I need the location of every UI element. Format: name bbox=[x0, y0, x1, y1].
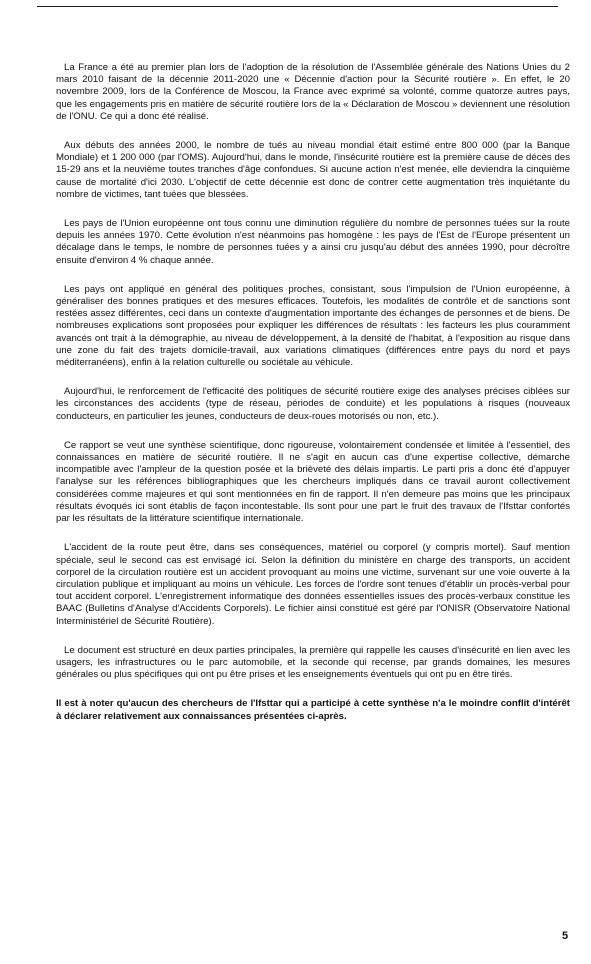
page-number: 5 bbox=[562, 930, 569, 942]
paragraph-accident-definition: L'accident de la route peut être, dans ses conséquences, matériel ou corporel (y compris mortel). Sauf mention spéciale, seul le second cas est envisagé ici. Selon la définition du ministère en charge des transports, un accident corporel de la circulation routière est un accident provoquant au moins une victime, survenant sur une voie ouverte à la circulation publique et impliquant au moins un véhicule. Les forces de l'ordre sont tenues d'établir un procès-verbal pour tout accident corporel. L'enregistrement informatique des données essentielles issues des procès-verbaux constitue les BAAC (Bulletins d'Analyse d'Accidents Corporels). Le fichier ainsi constitué est géré par l'ONISR (Observatoire National Interministériel de Sécurité Routière). bbox=[56, 542, 570, 627]
paragraph-policies: Les pays ont appliqué en général des politiques proches, consistant, sous l'impulsion de l'Union européenne, à généraliser des bonnes pratiques et des mesures efficaces. Toutefois, les modalités de contrôle et de sanctions sont restées assez différentes, ceci dans un contexte d'augmentation importante des échanges de personnes et de biens. De nombreuses explications sont proposées pour expliquer les différences de résultats : les facteurs les plus couramment avancés ont trait à la démographie, au niveau de développement, à la densité de l'habitat, à l'exposition au risque dans une zone du fait des trajets domicile-travail, aux variations climatiques (différences entre pays du nord et pays méditerranéens), enfin à la relation culturelle ou sociétale au véhicule. bbox=[56, 283, 570, 369]
paragraph-conflict-of-interest: Il est à noter qu'aucun des chercheurs de l'Ifsttar qui a participé à cette synthèse n'a le moindre conflit d'intérêt à déclarer relativement aux connaissances présentées ci-après. bbox=[56, 698, 570, 722]
paragraph-world-fatalities: Aux débuts des années 2000, le nombre de tués au niveau mondial était estimé entre 800 000 (par la Banque Mondiale) et 1 200 000 (par l'OMS). Aujourd'hui, dans le monde, l'insécurité routière est la première cause de décès des 15-29 ans et la neuvième toutes tranches d'âge confondues. Si aucune action n'est menée, elle deviendra la cinquième cause de mortalité d'ici 2030. L'objectif de cette décennie est donc de contrer cette augmentation très inquiétante du nombre de victimes, tant tuées que blessées. bbox=[56, 140, 570, 200]
document-body bbox=[56, 62, 570, 723]
paragraph-report-scope: Ce rapport se veut une synthèse scientifique, donc rigoureuse, volontairement condensée et limitée à l'essentiel, des connaissances en matière de sécurité routière. Il ne s'agit en aucun cas d'une expertise collective, démarche incompatible avec l'ampleur de la question posée et la brièveté des délais impartis. Le parti pris a donc été d'appuyer l'analyse sur les références bibliographiques que les chercheurs impliqués dans ce travail auront collectivement considérées comme majeures et qui sont mentionnées en fin de rapport. Il n'en demeure pas moins que les principaux résultats évoqués ici sont établis de façon incontestable. Ils sont pour une part le fruit des travaux de l'Ifsttar confortés par les résultats de la littérature scientifique internationale. bbox=[56, 439, 570, 525]
paragraph-document-structure: Le document est structuré en deux parties principales, la première qui rappelle les causes d'insécurité en lien avec les usagers, les infrastructures ou le parc automobile, et la seconde qui recense, par grands domaines, les mesures générales ou plus spécifiques qui ont pu être prises et les enseignements éventuels qui ont pu en être tirés. bbox=[56, 644, 570, 681]
paragraph-analysis-needs: Aujourd'hui, le renforcement de l'efficacité des politiques de sécurité routière exige des analyses précises ciblées sur les circonstances des accidents (type de réseau, périodes de conduite) et les populations à risques (nouveaux conducteurs, en particulier les jeunes, conducteurs de deux-roues motorisés ou non, etc.). bbox=[56, 386, 570, 422]
paragraph-un-resolution: La France a été au premier plan lors de l'adoption de la résolution de l'Assemblée générale des Nations Unies du 2 mars 2010 faisant de la décennie 2011-2020 une « Décennie d'action pour la Sécurité routière ». En effet, le 20 novembre 2009, lors de la Conférence de Moscou, la France avec exprimé sa volonté, comme quatorze autres pays, que les engagements pris en matière de sécurité routière lors de la « Déclaration de Moscou » deviennent une résolution de l'ONU. Ce qui a donc été réalisé. bbox=[56, 62, 570, 122]
header-rule bbox=[37, 6, 558, 7]
paragraph-eu-trends: Les pays de l'Union européenne ont tous connu une diminution régulière du nombre de personnes tuées sur la route depuis les années 1970. Cette évolution n'est néanmoins pas homogène : les pays de l'Est de l'Europe présentent un décalage dans le temps, le nombre de personnes tuées y a ainsi cru jusqu'au début des années 1990, pour décroître ensuite d'environ 4 % chaque année. bbox=[56, 218, 570, 266]
